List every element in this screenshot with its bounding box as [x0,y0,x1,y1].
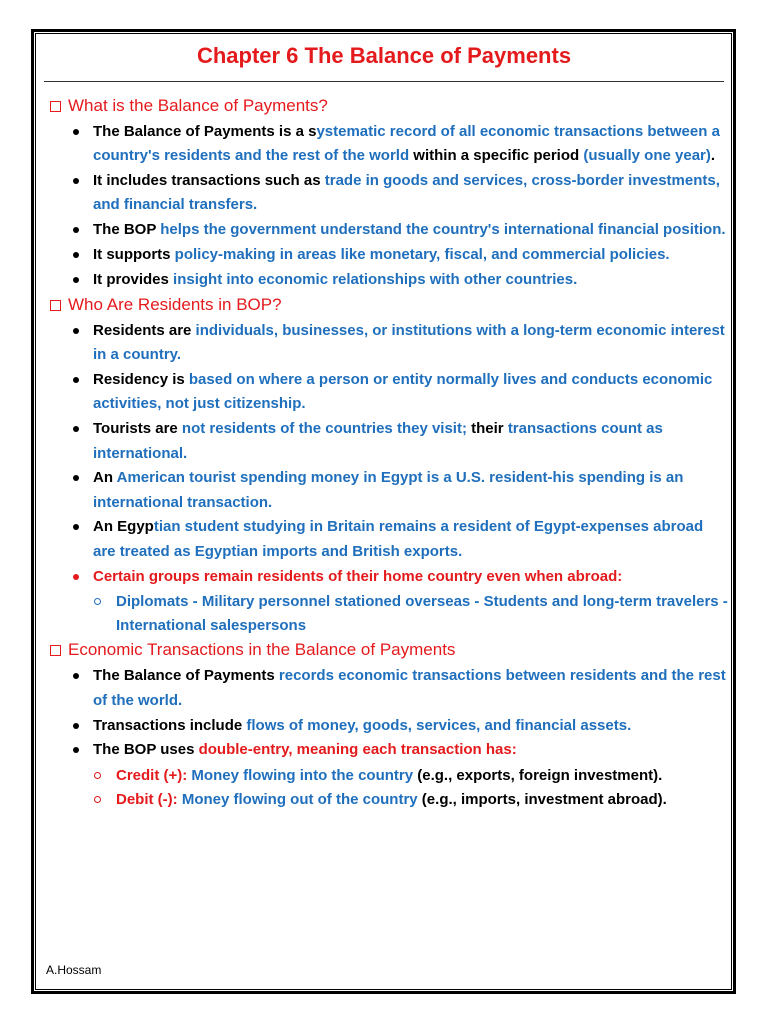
bullet-item [48,738,728,762]
author-footer: A.Hossam [46,963,102,977]
text-run: The Balance of Payments is a s [93,123,317,140]
bullet-list [48,664,728,762]
section-heading-residents [48,293,728,317]
text-run: . [710,147,716,165]
text-run: trade in goods and services, cross-border investments, and financial transfers. [93,172,720,214]
section-heading-text: Who Are Residents in BOP? [68,295,282,315]
bullet-item [48,319,728,368]
text-run: insight into economic relationships with other countries. [173,270,578,288]
bullet-item [48,120,728,169]
bullet-item [48,243,728,267]
text-run: Residency is [93,371,189,389]
bullet-item [48,565,728,589]
bullet-item [48,218,728,242]
checkbox-square-icon [50,645,61,656]
text-run: The BOP [93,221,161,239]
text-run: double-entry, meaning each transaction has: [198,741,517,759]
text-run: ystematic record of all economic transactions between a country's residents and the rest of the world [93,123,720,165]
bullet-item [48,466,728,515]
text-run: (e.g., exports, foreign investment). [413,766,663,784]
sub-bullet-item [48,590,728,639]
bullet-list [48,319,728,589]
text-run: The BOP uses [93,741,199,759]
title-divider [44,81,724,82]
bullet-item [48,169,728,218]
text-run: records economic transactions between residents and the rest of the world. [93,667,726,709]
sub-bullet-item-debit [48,788,728,812]
text-run: Debit (-): [116,790,182,808]
section-heading-economic-transactions [48,638,728,662]
text-run: American tourist spending money in Egypt is a U.S. resident-his spending is an international transaction. [93,469,684,511]
text-run: Transactions include [93,716,247,734]
text-run: their [466,420,508,438]
text-run: within a specific period [409,147,584,165]
text-run: Diplomats - Military personnel stationed overseas - Students and long-term travelers - International salespersons [116,592,728,635]
checkbox-square-icon [50,101,61,112]
text-run: helps the government understand the country's international financial position. [160,221,726,239]
bullet-list [48,120,728,292]
text-run: It supports [93,245,175,263]
text-run: Residents are [93,322,196,340]
text-run: Certain groups remain residents of their home country even when abroad: [93,567,623,585]
text-run: tian student studying in Britain remains a resident of Egypt-expenses abroad are treated as Egyptian imports and British exports. [93,518,704,560]
bullet-item [48,515,728,564]
text-run: Money flowing out of the country [181,790,418,808]
bullet-item [48,714,728,738]
document-body [48,94,728,812]
text-run: An Egyp [93,518,154,536]
section-heading-what-is-bop [48,94,728,118]
text-run: policy-making in areas like monetary, fiscal, and commercial policies. [174,245,670,263]
bullet-item [48,417,728,466]
text-run: An [93,469,117,487]
text-run: It provides [93,270,174,288]
text-run: not residents of the countries they visit; [181,420,467,438]
text-run: individuals, businesses, or institutions with a long-term economic interest in a country. [93,322,725,364]
text-run: Credit (+): [116,766,192,784]
section-heading-text: Economic Transactions in the Balance of Payments [68,640,456,660]
text-run: (e.g., imports, investment abroad). [417,790,667,808]
text-run: The Balance of Payments [93,667,279,685]
text-run: It includes transactions such as [93,172,325,190]
text-run: transactions count as international. [93,420,663,462]
bullet-item [48,368,728,417]
text-run: based on where a person or entity normally lives and conducts economic activities, not just citizenship. [93,371,713,413]
sub-bullet-item-credit [48,764,728,788]
sub-bullet-list [48,764,728,813]
sub-bullet-list [48,590,728,639]
text-run: (usually one year) [583,147,711,165]
bullet-item [48,664,728,713]
page-title: Chapter 6 The Balance of Payments [196,43,572,68]
text-run: flows of money, goods, services, and financial assets. [246,716,632,734]
bullet-item [48,268,728,292]
text-run: Tourists are [93,420,182,438]
checkbox-square-icon [50,300,61,311]
text-run: Money flowing into the country [191,766,414,784]
section-heading-text: What is the Balance of Payments? [68,96,328,115]
